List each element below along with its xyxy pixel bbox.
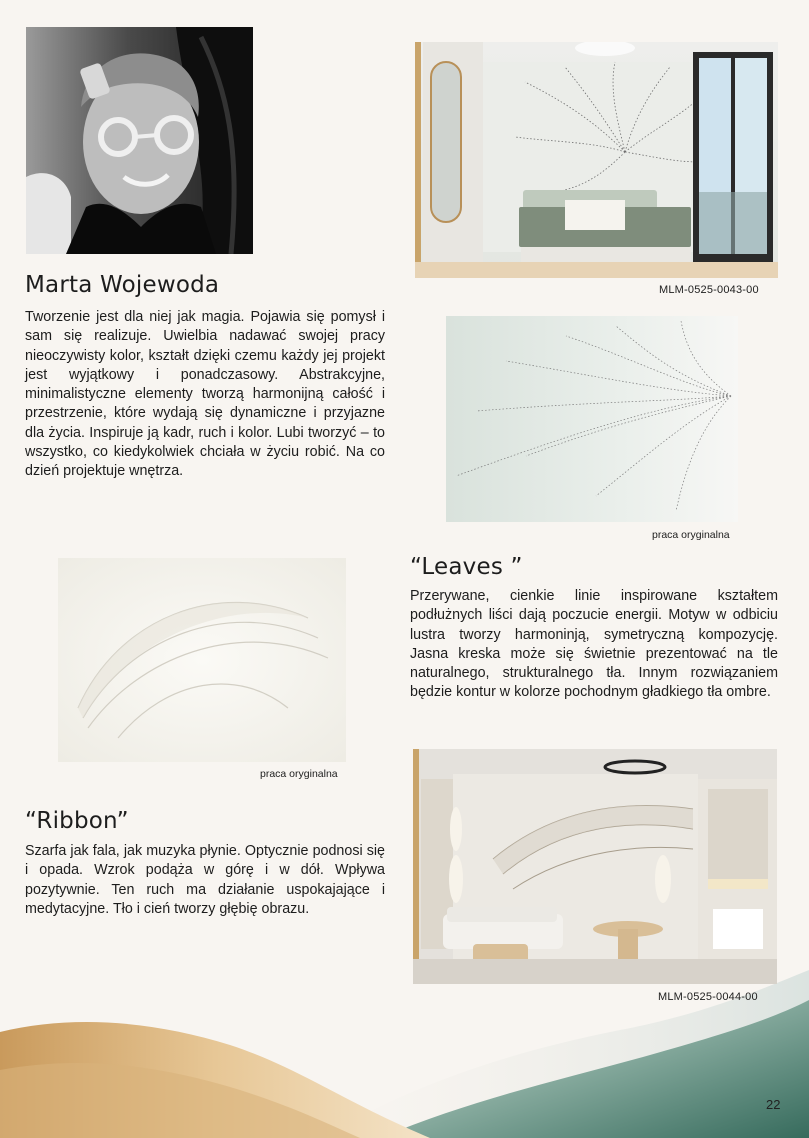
leaves-interior-photo [415,42,778,278]
ribbon-interior-photo [413,749,777,984]
designer-bio: Tworzenie jest dla niej jak magia. Pojawia się pomysł i sam się realizuje. Uwielbia nadawać swojej pracy nieoczywisty kolor, kształt dzięki czemu każdy jej projekt jest wyjątkowy i ponadczasowy. Abstrakcyjne, minimalistyczne elementy tworzą harmonijną całość i przestrzenie, które wydają się dynamiczne i przyjazne dla życia. Inspiruje ją kadr, ruch i kolor. Lubi tworzyć – to wszystko, co kiedykolwiek chciała w życiu robić. Na co dzień projektuje wnętrza. [25,309,385,480]
page-number: 22 [766,1097,781,1112]
leaves-product-code: MLM-0525-0043-00 [659,284,759,296]
leaves-original-caption: praca oryginalna [652,529,730,541]
leaves-original-artwork [446,316,738,522]
leaves-title: “Leaves ” [410,554,523,580]
designer-portrait-photo [26,27,253,254]
ribbon-title: “Ribbon” [25,808,129,834]
ribbon-original-caption: praca oryginalna [260,768,338,780]
ribbon-original-artwork [58,558,346,762]
ribbon-description: Szarfa jak fala, jak muzyka płynie. Optycznie podnosi się i opada. Wzrok podąża w górę i w dół. Wpływa pozytywnie. Ten ruch ma działanie uspokajające i medytacyjne. Tło i cień tworzy głębię obrazu. [25,843,385,917]
decorative-bottom-waves [0,960,809,1138]
designer-name: Marta Wojewoda [25,272,220,298]
ribbon-product-code: MLM-0525-0044-00 [658,991,758,1003]
leaves-description: Przerywane, cienkie linie inspirowane kształtem podłużnych liści dają poczucie energii. Motyw w odbiciu lustra tworzy harmoninją, symetryczną kompozycję. Jasna kreska może się świetnie prezentować na tle naturalnego, strukturalnego tła. Innym rozwiązaniem będzie kontur w kolorze pochodnym gładkiego tła ombre. [410,588,778,701]
